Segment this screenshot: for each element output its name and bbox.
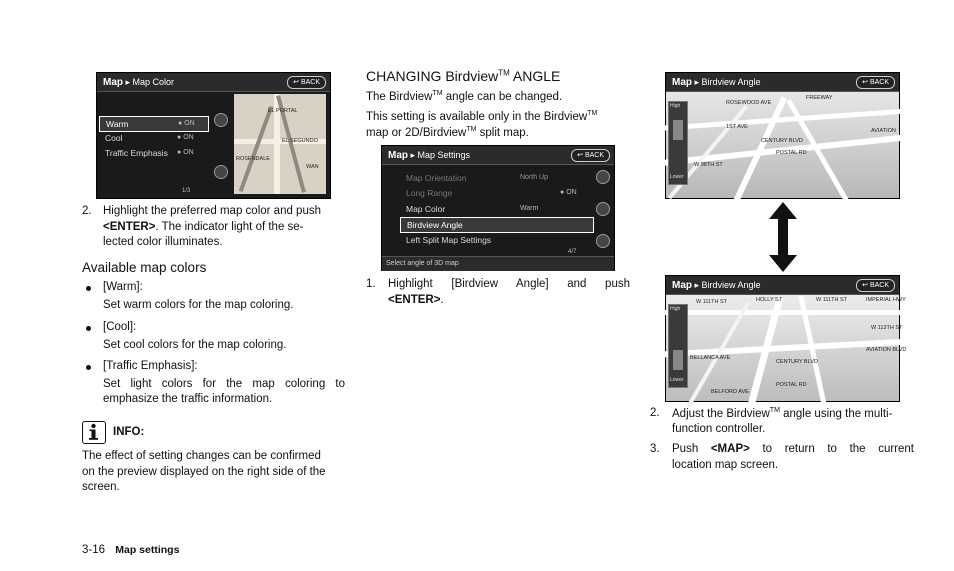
- step-2-right-text: 2. Adjust the Birdview™ angle using the multi- function controller.: [650, 407, 893, 436]
- bullet-cool: [Cool]: Set cool colors for the map coloring.: [103, 321, 287, 351]
- angle-slider[interactable]: High Lower: [668, 101, 688, 185]
- availability-paragraph: This setting is available only in the Birdview™ map or 2D/Birdview™ split map.: [366, 110, 598, 140]
- map-label: CENTURY BLVD: [761, 138, 803, 144]
- scroll-down-icon[interactable]: [596, 234, 610, 248]
- map-label: ROSEWOOD AVE: [726, 100, 772, 106]
- menu-row-warm[interactable]: Warm ● ON: [99, 116, 209, 132]
- bullet-warm: [Warm]: Set warm colors for the map coloring.: [103, 281, 294, 311]
- bullet-dot: [86, 326, 91, 331]
- step-1-text: 1. Highlight [Birdview Angle] and push <ENTER>.: [366, 278, 630, 306]
- back-button[interactable]: ↩ BACK: [571, 149, 610, 162]
- back-button[interactable]: ↩ BACK: [287, 76, 326, 89]
- birdview-angle-high-screenshot: [665, 72, 900, 199]
- screen-title: Map ▸ Map Settings: [388, 150, 471, 161]
- menu-row-left-split-map-settings[interactable]: Left Split Map Settings: [406, 235, 492, 245]
- bullet-dot: [86, 286, 91, 291]
- page-heading: CHANGING Birdview™ ANGLE: [366, 68, 561, 84]
- step-3-text: 3. Push <MAP> to return to the current location map screen.: [650, 443, 914, 471]
- map-label: W 111TH ST: [696, 299, 727, 305]
- scroll-down-icon[interactable]: [214, 165, 228, 179]
- map-preview: [234, 94, 326, 194]
- menu-row-map-color[interactable]: Map Color Warm: [406, 204, 539, 214]
- page-footer: [82, 543, 179, 559]
- screen-header: [97, 73, 330, 92]
- map-label: W 113TH ST: [871, 325, 903, 331]
- menu-row-cool[interactable]: Cool ● ON: [105, 133, 194, 143]
- scroll-up-icon[interactable]: [596, 170, 610, 184]
- screen-footer: Select angle of 3D map: [382, 256, 614, 271]
- birdview-angle-low-screenshot: [665, 275, 907, 402]
- map-label: AVIATION: [871, 128, 896, 134]
- section-name: Map settings: [115, 544, 180, 556]
- page-counter: 1/3: [182, 188, 191, 194]
- screen-header: [666, 73, 899, 92]
- menu-row-traffic-emphasis[interactable]: Traffic Emphasis ● ON: [105, 148, 194, 158]
- page-number: 3-16: [82, 544, 106, 556]
- scroll-up-icon[interactable]: [214, 113, 228, 127]
- map-label: EL SEGUNDO: [282, 138, 318, 144]
- map-label: W 111TH ST: [816, 297, 847, 303]
- screen-title: Map ▸ Birdview Angle: [672, 77, 761, 88]
- angle-slider[interactable]: High Lower: [668, 304, 688, 388]
- info-text: The effect of setting changes can be confirmed on the preview displayed on the right side of the screen.: [82, 450, 326, 494]
- map-label: BELFORD AVE: [711, 389, 749, 395]
- map-label: AVIATION BLVD: [866, 347, 907, 353]
- menu-row-birdview-angle[interactable]: Birdview Angle: [400, 217, 594, 233]
- menu-row-long-range[interactable]: Long Range ● ON: [406, 188, 577, 198]
- map-settings-screenshot: [381, 145, 615, 271]
- bullet-dot: [86, 365, 91, 370]
- map-label: POSTAL RD: [776, 382, 807, 388]
- double-arrow-icon: [768, 202, 798, 272]
- bullet-traffic-emphasis: [Traffic Emphasis]: Set light colors for the map coloring to emphasize the traffic information.: [103, 360, 345, 406]
- page-counter: 4/7: [568, 249, 577, 255]
- scroll-mid-icon[interactable]: [596, 202, 610, 216]
- back-button[interactable]: ↩ BACK: [856, 76, 895, 89]
- step-2-text: 2. Highlight the preferred map color and push <ENTER>. The indicator light of the se- lected color illuminates.: [82, 205, 321, 249]
- map-label: EL PORTAL: [268, 108, 298, 114]
- screen-header: [666, 276, 899, 295]
- screen-title: Map ▸ Birdview Angle: [672, 280, 761, 291]
- map-label: IMPERIAL HWY: [866, 297, 906, 303]
- info-label: INFO:: [113, 426, 145, 438]
- map-label: FREEWAY: [806, 95, 833, 101]
- section-title: Available map colors: [82, 260, 207, 275]
- map-label: HOLLY ST: [756, 297, 783, 303]
- birdview-map: [666, 92, 899, 198]
- map-label: WAN: [306, 164, 319, 170]
- intro-paragraph: The Birdview™ angle can be changed.: [366, 90, 563, 103]
- map-color-screenshot: [96, 72, 331, 199]
- back-button[interactable]: ↩ BACK: [856, 279, 895, 292]
- map-label: ROSENDALE: [236, 156, 270, 162]
- map-label: 1ST AVE: [726, 124, 748, 130]
- screen-header: [382, 146, 614, 165]
- screen-title: Map ▸ Map Color: [103, 77, 175, 88]
- map-label: W 98TH ST: [694, 162, 723, 168]
- birdview-map: [666, 295, 907, 401]
- menu-row-map-orientation[interactable]: Map Orientation North Up: [406, 173, 549, 183]
- map-label: POSTAL RD: [776, 150, 807, 156]
- map-label: BELLANCA AVE: [690, 355, 731, 361]
- info-icon: [82, 421, 106, 444]
- map-label: CENTURY BLVD: [776, 359, 818, 365]
